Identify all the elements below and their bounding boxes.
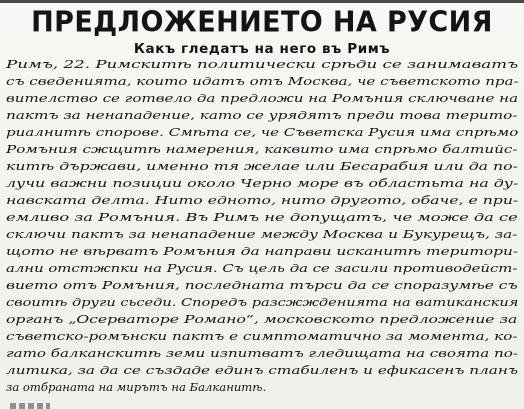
article-line: за отбраната на мирътъ на Балканитѣ.	[6, 380, 267, 394]
article-line: гато балканскитѣ земи изпитватъ гледищата на своята по-	[6, 346, 518, 360]
article-line: вието отъ Ромъния, последната търси да се споразумѣе съ	[6, 278, 518, 292]
article-line: китѣ държави, именно тя желае или Бесарабия или да по-	[6, 159, 518, 173]
article-line: емливо за Ромъния. Въ Римъ не допущатъ, че може да се	[6, 210, 518, 224]
article-line: съ сведенията, които идатъ отъ Москва, че съветското пра-	[6, 74, 519, 88]
article-line: своитѣ други сьседи. Споредъ разсжжденията на ватиканския	[6, 295, 519, 309]
article-line: литика, за да се създаде единъ стабиленъ и ефикасенъ планъ	[6, 363, 518, 377]
article-line: пактъ за ненападение, като се урядятъ преди това терито-	[6, 108, 518, 122]
article-line: риалнитѣ спорове. Смѣта се, че Съветска Русия има спрѣмо	[6, 125, 519, 139]
article-line: съветско-ромънски пактъ е симптоматично за момента, ко-	[6, 329, 518, 343]
article-line: лучи важни позиции около Черно море въ областьта на ду-	[6, 176, 519, 190]
article-line: вителство се готвело да предложи на Ромъния сключване на	[6, 91, 519, 105]
article-line: Римъ, 22. Римскитѣ политически срѣди се занимаватъ	[6, 57, 519, 71]
article-line: Ромъния сжщитѣ намерения, каквито има спрѣмо балтийс-	[6, 142, 518, 156]
article-line: щото не вѣрватъ Ромъния да направи исканитѣ територи-	[6, 244, 519, 258]
article-line: ални отстжпки на Русия. Съ цель да се засили противодейст-	[6, 261, 518, 275]
article-subheadline: Какъ гледатъ на него въ Римъ	[133, 41, 391, 57]
article-headline: ПРЕДЛОЖЕНИЕТО НА РУСИЯ	[31, 6, 493, 39]
article-line: навската делта. Нито едното, нито другото, обаче, е при-	[6, 193, 519, 207]
article-line: сключи пактъ за ненападение между Москва и Букурещъ, за-	[6, 227, 518, 241]
article-line: органъ „Осерваторе Романо“, московското предложение за	[6, 312, 518, 326]
clipping-bottom-edge	[10, 403, 50, 409]
